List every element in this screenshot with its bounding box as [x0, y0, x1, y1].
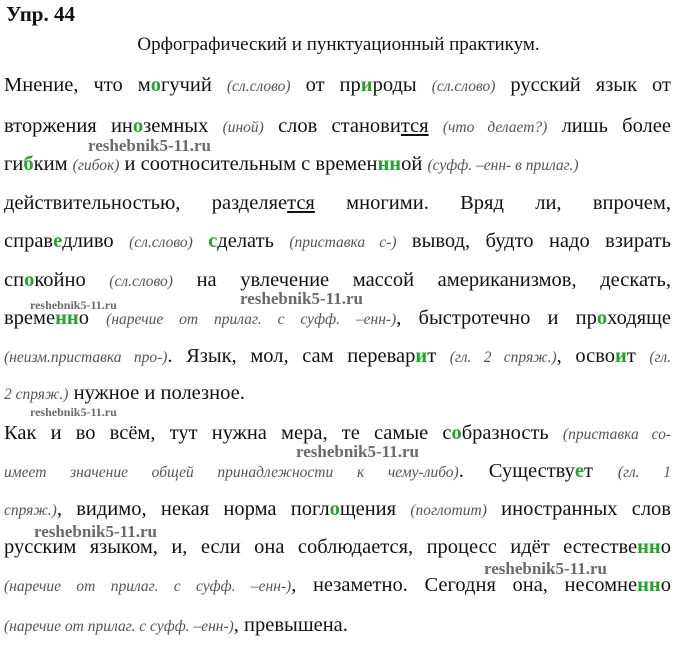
text-line-14: (наречие от прилаг. с суфф. –енн-), незаметно. Сегодня она, несомненно — [4, 574, 671, 596]
note: (сл.слово) — [226, 78, 291, 95]
note: (сл.слово) — [431, 78, 496, 95]
watermark: reshebnik5-11.ru — [240, 289, 363, 308]
text-line-10: Как и во всём, тут нужна мера, те самые собразность (приставка со- — [4, 422, 671, 444]
text-line-5: справедливо (сл.слово) сделать (приставка с-) вывод, будто надо взирать — [4, 230, 671, 252]
note: (гл. — [649, 349, 671, 366]
text-line-13: русским языком, и, если она соблюдается, процесс идёт естественно — [4, 536, 671, 558]
exercise-subtitle: Орфографический и пунктуационный практикум. — [137, 34, 540, 55]
text-line-3: гибким (гибок) и соотносительным с временнной (суфф. –енн- в прилаг.) — [4, 153, 579, 175]
note: 2 спряж.) — [4, 386, 69, 403]
note: (что делает?) — [442, 119, 548, 136]
note: (иной) — [222, 119, 264, 136]
watermark: reshebnik5-11.ru — [296, 442, 419, 461]
note: спряж.) — [4, 502, 57, 519]
text-line-2: вторжения иноземных (иной) слов становится (что делает?) лишь более — [4, 115, 671, 137]
note: (гибок) — [72, 157, 120, 174]
note: (наречие от прилаг. с суфф. –енн-) — [4, 618, 234, 635]
text-line-1: Мнение, что могучий (сл.слово) от природы (сл.слово) русский язык от — [4, 74, 671, 96]
note: имеет значение общей принадлежности к чему-либо) — [4, 464, 459, 481]
note: (наречие от прилаг. с суфф. –енн-) — [4, 578, 292, 595]
watermark: reshebnik5-11.ru — [88, 136, 211, 155]
text-line-8: (неизм.приставка про-). Язык, мол, сам переварит (гл. 2 спряж.), освоит (гл. — [4, 345, 671, 367]
note: (поглотит) — [410, 502, 487, 519]
note: (суфф. –енн- в прилаг.) — [427, 157, 579, 174]
note: (сл.слово) — [129, 234, 193, 251]
text-line-7: временно (наречие от прилаг. с суфф. –енн-), быстротечно и проходяще — [4, 307, 672, 329]
note: (гл. 2 спряж.) — [449, 349, 557, 366]
note: (неизм.приставка про-) — [4, 349, 168, 366]
exercise-number: Упр. 44 — [6, 2, 75, 26]
text-line-12: спряж.), видимо, некая норма поглощения (поглотит) иностранных слов — [4, 498, 671, 520]
watermark: reshebnik5-11.ru — [30, 298, 117, 312]
note: (гл. 1 — [617, 464, 671, 481]
note: (наречие от прилаг. с суфф. –енн-) — [106, 311, 397, 328]
text-line-11: имеет значение общей принадлежности к чему-либо). Существует (гл. 1 — [4, 460, 671, 482]
text-line-6: спокойно (сл.слово) на увлечение массой американизмов, дескать, — [4, 269, 671, 291]
text-line-4: действительностью, разделяется многими. Вряд ли, впрочем, — [4, 192, 671, 214]
text-line-9: 2 спряж.) нужное и полезное. — [4, 382, 245, 404]
watermark: reshebnik5-11.ru — [30, 405, 117, 419]
note: (приставка с-) — [289, 234, 397, 251]
watermark: reshebnik5-11.ru — [484, 559, 607, 578]
note: (сл.слово) — [109, 273, 173, 290]
note: (приставка со- — [562, 426, 671, 443]
watermark: reshebnik5-11.ru — [34, 522, 157, 541]
text-line-15: (наречие от прилаг. с суфф. –енн-), превышена. — [4, 614, 348, 636]
